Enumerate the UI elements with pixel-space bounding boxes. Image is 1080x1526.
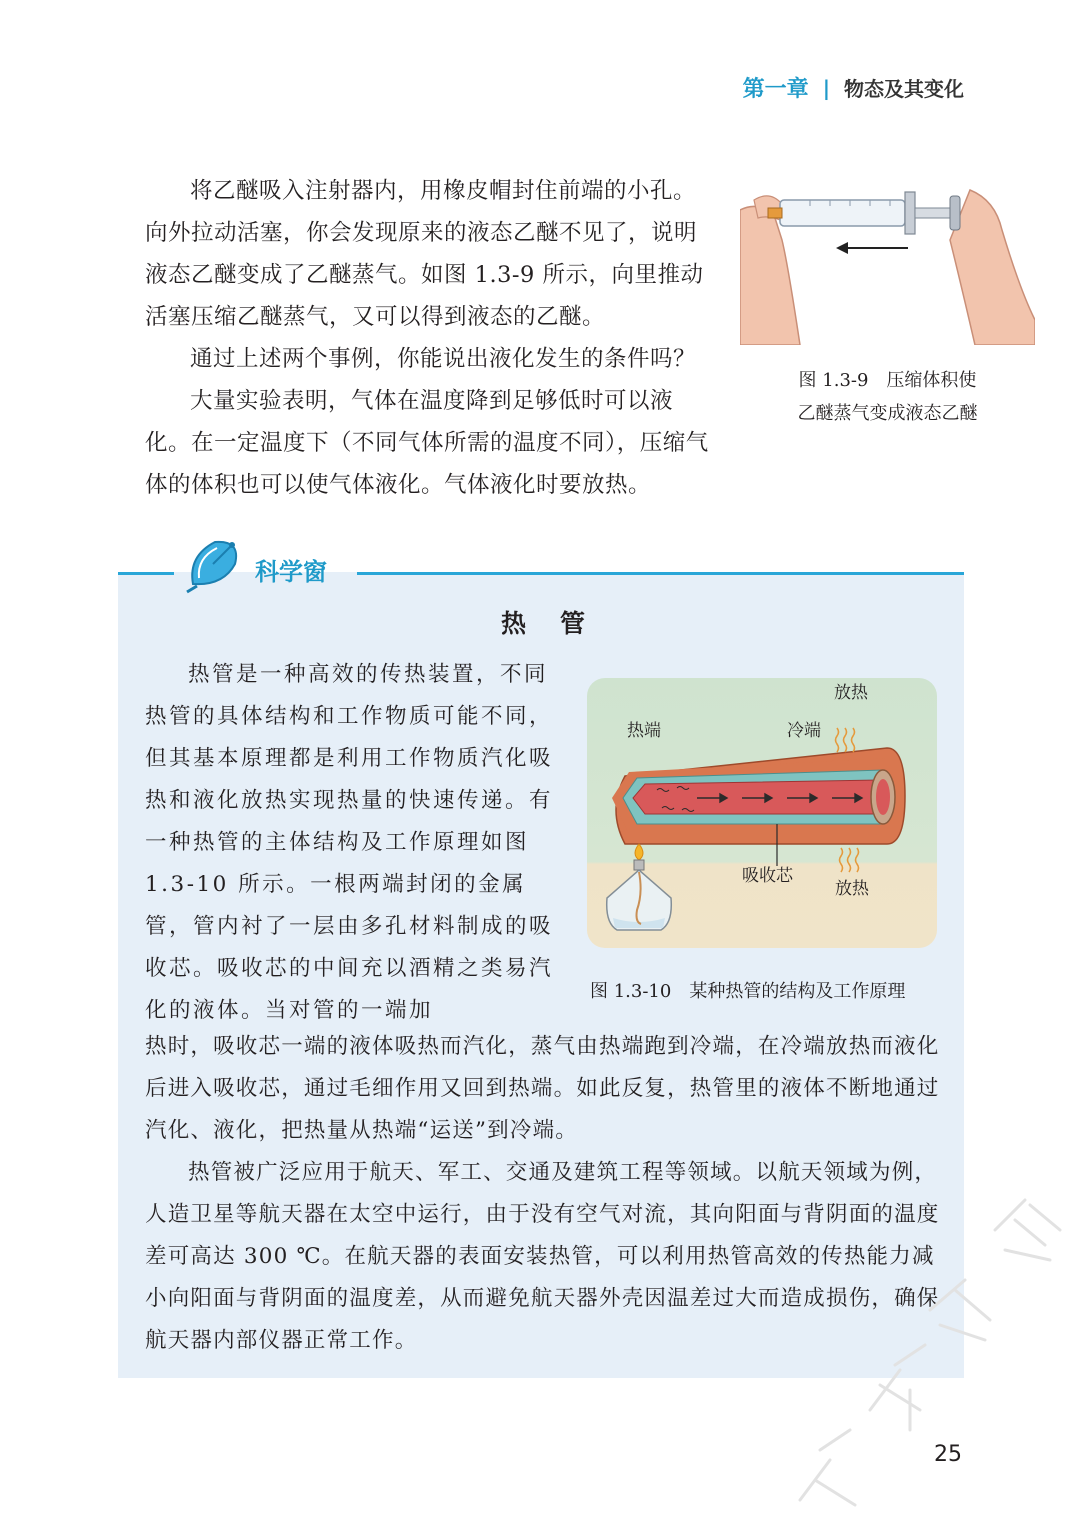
heat-pipe-diagram — [587, 678, 937, 948]
paragraph: 通过上述两个事例，你能说出液化发生的条件吗？ — [190, 346, 697, 372]
divider — [118, 572, 174, 575]
figure-caption: 图 1.3-9 压缩体积使 乙醚蒸气变成液态乙醚 — [797, 370, 978, 424]
running-header — [743, 72, 964, 103]
header-separator: | — [822, 75, 830, 100]
paragraph: 将乙醚吸入注射器内，用橡皮帽封住前端的小孔。向外拉动活塞，你会发现原来的液态乙醚不见了，说明液态乙醚变成了乙醚蒸气。如图 1.3-9 所示，向里推动活塞压缩乙醚蒸气，又可以得到液态的乙醚。 — [145, 178, 704, 330]
heat-release-label-top: 放热 — [834, 683, 868, 703]
publisher-watermark — [760, 1160, 1080, 1526]
paragraph: 大量实验表明，气体在温度降到足够低时可以液化。在一定温度下（不同气体所需的温度不同），压缩气体的体积也可以使气体液化。气体液化时要放热。 — [145, 388, 709, 498]
hot-end-label: 热端 — [627, 721, 661, 741]
chapter-number: 第一章 — [742, 77, 809, 102]
science-text-column — [145, 654, 565, 1032]
divider — [357, 572, 964, 575]
chapter-title: 物态及其变化 — [844, 77, 964, 101]
satellite-dish-icon — [183, 534, 245, 594]
main-text — [145, 170, 710, 506]
paragraph: 热管是一种高效的传热装置，不同热管的具体结构和工作物质可能不同，但其基本原理都是利用工作物质汽化吸热和液化放热实现热量的快速传递。有一种热管的主体结构及工作原理如图 1.3-10 所示。一根两端封闭的金属管，管内衬了一层由多孔材料制成的吸收芯。吸收芯的中间充以酒精之类易汽化的液体。当对管的一端加 — [145, 662, 554, 1023]
page-number: 25 — [934, 1442, 962, 1467]
paragraph: 热时，吸收芯一端的液体吸热而汽化，蒸气由热端跑到冷端，在冷端放热而液化后进入吸收芯，通过毛细作用又回到热端。如此反复，热管里的液体不断地通过汽化、液化，把热量从热端“运送”到冷端。 — [145, 1034, 940, 1143]
syringe-illustration — [740, 170, 1035, 345]
cold-end-label: 冷端 — [787, 721, 821, 741]
wick-label: 吸收芯 — [742, 866, 793, 886]
science-window-label: 科学窗 — [255, 558, 327, 586]
paragraph: 热管被广泛应用于航天、军工、交通及建筑工程等领域。以航天领域为例，人造卫星等航天器在太空中运行，由于没有空气对流，其向阳面与背阴面的温度差可高达 300 ℃。在航天器的表面安装热管，可以利用热管高效的传热能力减小向阳面与背阴面的温度差，从而避免航天器外壳因温差过大而造成损伤，确保航天器内部仪器正常工作。 — [145, 1160, 940, 1353]
section-title: 热管 — [500, 609, 619, 638]
heat-release-label-bottom: 放热 — [835, 879, 869, 899]
figure-caption: 图 1.3-10 某种热管的结构及工作原理 — [590, 981, 906, 1002]
